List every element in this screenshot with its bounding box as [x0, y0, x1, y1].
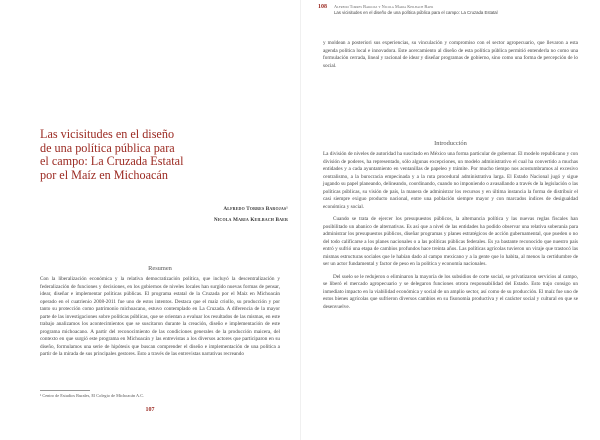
- article-title-line: de una política pública para: [40, 140, 175, 155]
- article-title-line: el campo: La Cruzada Estatal: [40, 154, 184, 168]
- abstract-paragraph: Con la liberalización económica y la relativa democratización política, que incluyó la descentralización y federalización de funciones y decisiones, en los gobiernos de niveles locales han surgido nuevas formas de pensar, idear, diseñar e implementar políticas públicas. El programa estatal de la Cruzada por el Maíz en Michoacán operado en el cuatrienio 2008-2011 fue uno de estos intentos. Destaca que el maíz criollo, su producción y por tanto su protección como patrimonio michoacano, estuvo contemplado en La Cruzada. A diferencia de la mayor parte de las investigaciones sobre políticas públicas, que se orientan a evaluar los resultados de las mismas, en este trabajo analizamos los acontecimientos que se suscitaron durante la creación, diseño e implementación de este programa michoacano. A partir del reconocimiento de las condiciones generales de la producción maicera, del contexto en que surgió este programa en Michoacán y las entrevistas a los diversos actores que participaron en su diseño, formulamos una serie de hipótesis que buscan comprender el diseño e implementación de una política a partir de la mirada de sus principales gestores. Esto a través de las entrevistas narrativas recreando: [40, 276, 280, 357]
- introduction-heading: Introducción: [434, 140, 467, 147]
- running-header-authors: Alfredo Torres Barojas y Nicola Maria Keilbach Baer: [334, 4, 434, 9]
- article-title: [40, 128, 230, 182]
- author-name-1: Alfredo Torres Barojas¹: [223, 206, 288, 212]
- abstract-text: [40, 276, 280, 364]
- paragraph: La división de niveles de autoridad ha suscitado en México una forma particular de gobernar. El modelo republicano y con división de poderes, ha representado, sólo algunas excepciones, un modelo administrativo el cual ha convertido a muchas entidades y a cada ayuntamiento en ventanillas de papeleo y trámite. Por mucho tiempo nos acostumbramos al excesivo centralismo, a la burocracia empecinada y a la ruta procedural administrativa larga. El Estado Nacional jugó y sigue jugando su papel planeando, delineando, coordinando, cuando no imponiendo o avasallando a través de la legislación o las políticas públicas, su visión de país, la manera de administrar los recursos y en última instancia la forma de distribuir el casi siempre exiguo producto nacional, entre una población siempre mayor y con marcados índices de desigualdad económica y social.: [323, 151, 578, 210]
- paragraph: y moldean a posteriori sus experiencias, su vinculación y compromiso con el sector agropecuario, que llevaron a esta agenda política local e innovadora. Este acercamiento al diseño de esta política pública permitió entenderla no como una formulación cerrada, lineal y racional de idear y diseñar programas de gobierno, sino como una forma de percepción de lo social.: [323, 40, 578, 69]
- page-number: 108: [318, 4, 327, 10]
- introduction-text: [323, 151, 578, 316]
- abstract-heading: Resumen: [148, 265, 172, 272]
- author-name-2: Nicola Maria Keilbach Baer: [213, 217, 288, 223]
- continued-text: [323, 40, 578, 75]
- article-title-line: por el Maíz en Michoacán: [40, 167, 168, 182]
- right-page: [300, 0, 600, 440]
- paragraph: Del suelo se le redujeron o eliminaron la mayoría de los subsidios de corte social, se privatizaron servicios al campo, se liberó el mercado agropecuario y se delegaron funciones otrora responsabilidad del Estado. Esto trajo consigo un inmediato impacto en la viabilidad económica y social de un amplio sector, así como de su producción. El maíz fue uno de estos bienes agrícolas que sufrieron diversos cambios en su fisonomía productiva y el carácter social y cultural en que se desenvuelve.: [323, 273, 578, 310]
- running-header-title: Las vicisitudes en el diseño de una política pública para el campo: La Cruzada Estatal: [334, 10, 498, 15]
- page-number: 107: [145, 407, 155, 413]
- article-title-line: Las vicisitudes en el diseño: [40, 127, 175, 141]
- paragraph: Cuando se trata de ejercer los presupuestos públicos, la alternancia política y las nuevas reglas fiscales han posibilitado un abanico de alternativas. Es así que a nivel de las entidades ha podido observar una relativa soberanía para administrar los presupuestos públicos, diseñar programas y planes estratégicos de acción gubernamental, que pueden o no del todo calificarse a los planes nacionales o a las políticas públicas federales. Es ya bastante reconocido que nuestro país entró y sufrió una etapa de cambios profundos hace treinta años. Las políticas agrícolas tuvieron un viraje que trastocó las mismas estructuras sociales que le habían dado al campo mexicano y a la gente que lo habita, al menos la certidumbre de ser un actor fundamental y factor de peso en la política y economía nacionales.: [323, 216, 578, 267]
- footnote: ¹ Centro de Estudios Rurales, El Colegio de Michoacán A.C.: [40, 393, 145, 398]
- footnote-rule: [40, 390, 90, 391]
